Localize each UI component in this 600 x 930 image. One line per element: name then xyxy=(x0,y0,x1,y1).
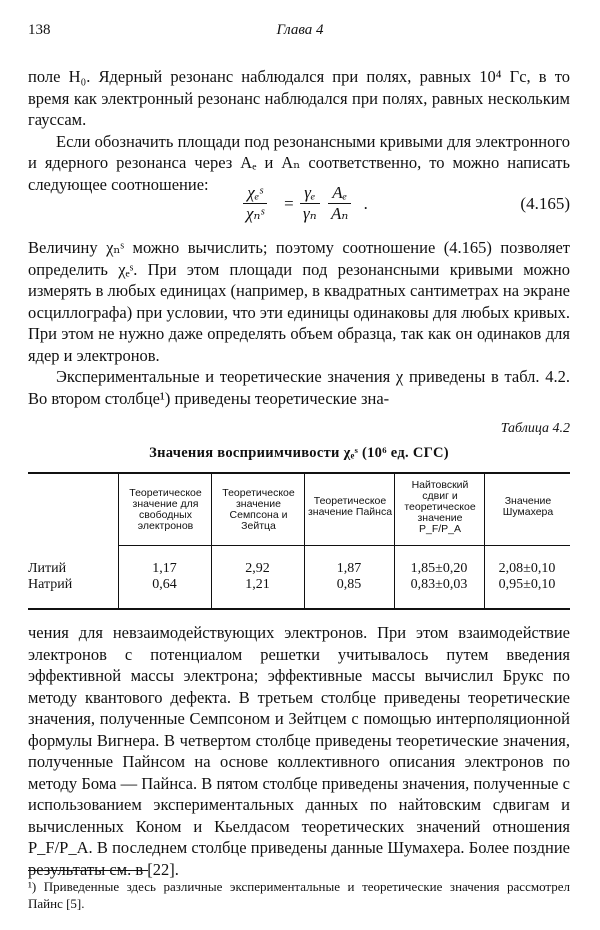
footnote: ¹) Приведенные здесь различные экспериментальные и теоретические значения рассмотрел Пайнс [5]. xyxy=(28,879,570,911)
equation-number: (4.165) xyxy=(520,194,570,213)
table-cell: 1,21 xyxy=(245,577,270,592)
table-cell: 0,85 xyxy=(336,577,362,592)
body-text-bottom xyxy=(28,622,570,880)
body-text-top xyxy=(28,66,570,195)
table-cell: 2,08±0,10 xyxy=(498,561,556,576)
equals-sign: = xyxy=(283,194,295,213)
column-header: Найтовский сдвиг и теоретическое значение P_F/P_A xyxy=(404,479,476,535)
table-cell: 1,17 xyxy=(152,561,177,576)
equation-4-165 xyxy=(28,179,570,231)
chapter-title: Глава 4 xyxy=(276,22,324,38)
table-cell: 0,95±0,10 xyxy=(498,577,556,592)
paragraph-1: поле H₀. Ядерный резонанс наблюдался при полях, равных 10⁴ Гс, в то время как электронный резонанс наблюдался при полях, равных нескольким гауссам. xyxy=(28,67,570,129)
body-text-middle xyxy=(28,237,570,409)
table-cell: 0,83±0,03 xyxy=(410,577,468,592)
formula-period: . xyxy=(364,194,369,213)
column-header: Теоретическое значение Пайнса xyxy=(307,495,393,518)
lhs-denominator: χₙˢ xyxy=(246,204,264,223)
susceptibility-table xyxy=(28,472,570,610)
table-title: Значения восприимчивости χₑˢ (10⁶ ед. СГС) xyxy=(149,445,449,461)
table-cell: 0,64 xyxy=(152,577,177,592)
page-number: 138 xyxy=(28,22,51,38)
area-numerator: Aₑ xyxy=(328,183,351,204)
column-header: Теоретическое значение Семпсона и Зейтца xyxy=(222,487,295,532)
gamma-denominator: γₙ xyxy=(303,204,317,223)
fraction-lhs xyxy=(243,183,267,224)
table-caption: Таблица 4.2 xyxy=(500,421,570,436)
column-header: Значение Шумахера xyxy=(502,495,554,518)
table-cell: 1,85±0,20 xyxy=(410,561,468,576)
paragraph-2: Если обозначить площади под резонансными кривыми для электронного и ядерного резонанса через Aₑ и Aₙ соответственно, то можно написать следующее соотношение: xyxy=(28,131,570,194)
table-cell: 1,87 xyxy=(336,561,362,576)
paragraph-5: чения для невзаимодействующих электронов. При этом взаимодействие электронов с потенциалом решетки учитывалось путем введения эффективной массы электрона; эффективные массы вычислил Брукс по методу квантового дефекта. В третьем столбце приведены теоретические значения, полученные Семпсоном и Зейтцем с помощью интерполяционной формулы Вигнера. В четвертом столбце приведены теоретические значения, полученные Пайнсом на основе коллективного описания электронов по методу Бома — Пайнса. В пятом столбце приведены значения, полученные с использованием экспериментальных данных по найтовским сдвигам и вычисленных Коном и Кьелдасом теоретических значений отношения P_F/P_A. В последнем столбце приведены данные Шумахера. Более поздние результаты см. в [22]. xyxy=(28,623,570,879)
gamma-numerator: γₑ xyxy=(300,183,320,204)
footnote-divider xyxy=(28,870,148,871)
area-denominator: Aₙ xyxy=(331,204,349,223)
page-header xyxy=(28,22,572,42)
column-header: Теоретическое значение для свободных электронов xyxy=(129,487,202,532)
row-name-lithium: Литий xyxy=(28,561,67,576)
paragraph-3: Величину χₙˢ можно вычислить; поэтому соотношение (4.165) позволяет определить χₑˢ. При этом площади под резонансными кривыми можно измерять в любых единицах (например, в квадратных сантиметрах на экране осциллографа) при условии, что эти единицы одинаковы для любых кривых. При этом не нужно даже определять объем образца, так как он одинаков для ядер и электронов. xyxy=(28,238,570,365)
table-cell: 2,92 xyxy=(245,561,270,576)
fraction-gamma xyxy=(300,183,320,224)
paragraph-4: Экспериментальные и теоретические значения χ приведены в табл. 4.2. Во втором столбце¹) приведены теоретические зна- xyxy=(28,367,570,408)
row-name-sodium: Натрий xyxy=(28,577,73,592)
fraction-area xyxy=(328,183,351,224)
lhs-numerator: χₑˢ xyxy=(243,183,267,204)
